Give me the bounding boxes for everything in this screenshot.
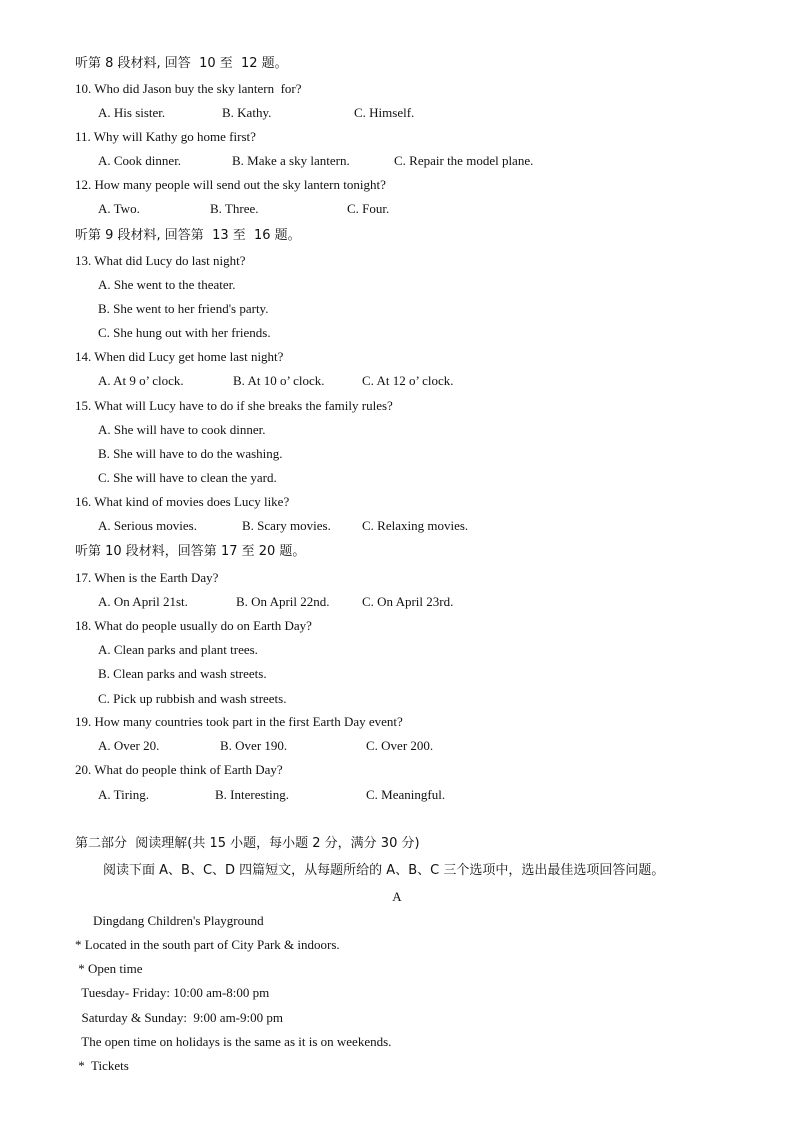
- section-10-heading: 听第 10 段材料，回答第 17 至 20 题。: [75, 544, 306, 559]
- question-18: 18. What do people usually do on Earth Day?: [75, 618, 312, 633]
- question-11: 11. Why will Kathy go home first?: [75, 129, 256, 144]
- question-13: 13. What did Lucy do last night?: [75, 253, 246, 268]
- q14-option-c: C. At 12 o’ clock.: [362, 373, 454, 388]
- question-15: 15. What will Lucy have to do if she breaks the family rules?: [75, 398, 393, 413]
- q13-option-a: A. She went to the theater.: [98, 277, 236, 292]
- part-2-heading: 第二部分 阅读理解(共 15 小题，每小题 2 分，满分 30 分): [75, 836, 420, 851]
- q13-option-c: C. She hung out with her friends.: [98, 325, 271, 340]
- q14-option-b: B. At 10 o’ clock.: [233, 373, 325, 388]
- part-2-instructions: 阅读下面 A、B、C、D 四篇短文，从每题所给的 A、B、C 三个选项中，选出最佳选项回答问题。: [103, 863, 665, 878]
- q11-option-b: B. Make a sky lantern.: [232, 153, 350, 168]
- section-8-heading: 听第 8 段材料, 回答 10 至 12 题。: [75, 56, 288, 71]
- q11-option-a: A. Cook dinner.: [98, 153, 182, 168]
- question-20: 20. What do people think of Earth Day?: [75, 762, 283, 777]
- q15-option-c: C. She will have to clean the yard.: [98, 470, 277, 485]
- q19-option-b: B. Over 190.: [220, 738, 288, 753]
- weekday-hours: Tuesday- Friday: 10:00 am-8:00 pm: [75, 985, 270, 1000]
- q15-option-b: B. She will have to do the washing.: [98, 446, 283, 461]
- q10-option-b: B. Kathy.: [222, 105, 272, 120]
- q16-option-c: C. Relaxing movies.: [362, 518, 469, 533]
- q17-option-a: A. On April 21st.: [98, 594, 188, 609]
- q15-option-a: A. She will have to cook dinner.: [98, 422, 266, 437]
- q20-option-c: C. Meaningful.: [366, 787, 446, 802]
- question-10: 10. Who did Jason buy the sky lantern for?: [75, 81, 302, 96]
- q16-option-b: B. Scary movies.: [242, 518, 331, 533]
- q20-option-b: B. Interesting.: [215, 787, 290, 802]
- q11-option-c: C. Repair the model plane.: [394, 153, 534, 168]
- q16-option-a: A. Serious movies.: [98, 518, 197, 533]
- holiday-note: The open time on holidays is the same as it is on weekends.: [75, 1034, 392, 1049]
- playground-location: * Located in the south part of City Park & indoors.: [75, 937, 340, 952]
- q18-option-a: A. Clean parks and plant trees.: [98, 642, 258, 657]
- q13-option-b: B. She went to her friend's party.: [98, 301, 269, 316]
- open-time-heading: * Open time: [75, 961, 143, 976]
- q12-option-a: A. Two.: [98, 201, 140, 216]
- question-17: 17. When is the Earth Day?: [75, 570, 219, 585]
- question-19: 19. How many countries took part in the first Earth Day event?: [75, 714, 403, 729]
- weekend-hours: Saturday & Sunday: 9:00 am-9:00 pm: [75, 1010, 283, 1025]
- q19-option-a: A. Over 20.: [98, 738, 160, 753]
- q17-option-b: B. On April 22nd.: [236, 594, 330, 609]
- question-12: 12. How many people will send out the sky lantern tonight?: [75, 177, 386, 192]
- question-16: 16. What kind of movies does Lucy like?: [75, 494, 290, 509]
- q18-option-c: C. Pick up rubbish and wash streets.: [98, 691, 287, 706]
- q12-option-b: B. Three.: [210, 201, 259, 216]
- q10-option-a: A. His sister.: [98, 105, 166, 120]
- q17-option-c: C. On April 23rd.: [362, 594, 454, 609]
- q12-option-c: C. Four.: [347, 201, 390, 216]
- section-9-heading: 听第 9 段材料, 回答第 13 至 16 题。: [75, 228, 301, 243]
- q19-option-c: C. Over 200.: [366, 738, 434, 753]
- q10-option-c: C. Himself.: [354, 105, 415, 120]
- q14-option-a: A. At 9 o’ clock.: [98, 373, 184, 388]
- passage-a-label: A: [392, 889, 402, 904]
- playground-name: Dingdang Children's Playground: [93, 913, 264, 928]
- q20-option-a: A. Tiring.: [98, 787, 149, 802]
- q18-option-b: B. Clean parks and wash streets.: [98, 666, 267, 681]
- tickets-heading: * Tickets: [75, 1058, 129, 1073]
- question-14: 14. When did Lucy get home last night?: [75, 349, 284, 364]
